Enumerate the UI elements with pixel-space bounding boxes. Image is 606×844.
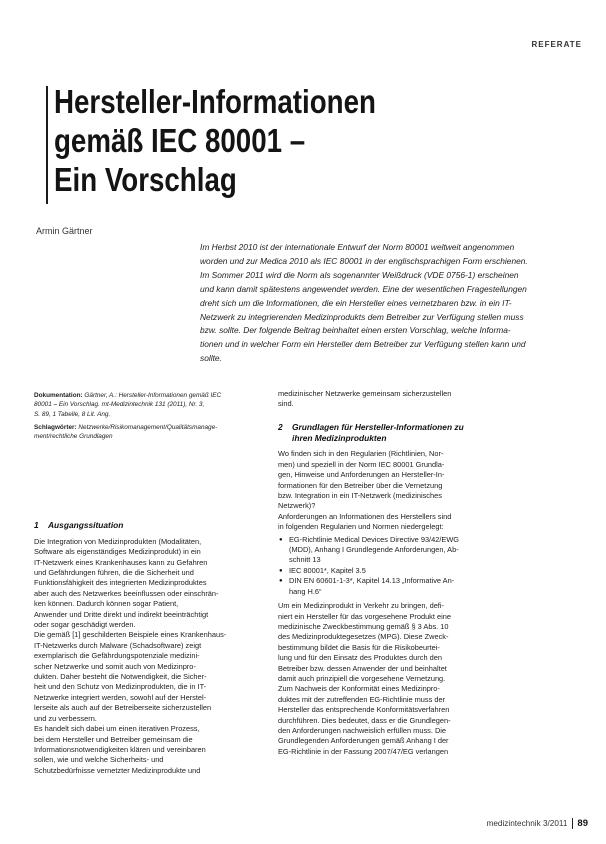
text-line: oder sogar geschädigt werden. (34, 620, 136, 630)
section-number: 2 (278, 421, 283, 432)
text-line: medizinische Zweckbestimmung gemäß § 3 Abs. 10 (278, 621, 449, 631)
list-item (278, 566, 550, 576)
citation-label: Dokumentation: (34, 392, 83, 399)
author-name: Armin Gärtner (36, 226, 93, 236)
citation-text: Gärtner, A.: Hersteller-Informationen gemäß IEC (84, 392, 222, 399)
abstract (200, 241, 572, 366)
text-line: sind. (278, 399, 294, 409)
journal-issue: medizintechnik 3/2011 (486, 819, 568, 828)
citation-text: 80001 – Ein Vorschlag. mt-Medizintechnik 131 (2011), Nr. 3, (34, 401, 205, 409)
text-line: Informationsnotwendigkeiten klären und vereinbaren (34, 744, 206, 754)
text-line: IT-Netzwerks durch Malware (Schadsoftware) zeigt (34, 640, 202, 650)
text-line: ● IEC 80001*, Kapitel 3.5 (289, 565, 366, 575)
keywords-text: ment/rechtliche Grundlagen (34, 433, 113, 441)
list-item (278, 535, 550, 566)
section-title: Ausgangssituation (48, 520, 124, 530)
keywords-line (34, 423, 274, 432)
page-number: 89 (572, 818, 588, 829)
article-metadata (34, 391, 274, 445)
text-line: ● EG-Richtlinie Medical Devices Directive 93/42/EWG (289, 534, 460, 544)
section-title: ihren Medizinprodukten (292, 432, 387, 443)
keywords-line (34, 432, 274, 441)
spacer (278, 410, 550, 422)
text-line: Es handelt sich dabei um einen iterativen Prozess, (34, 724, 200, 734)
section-heading (34, 520, 270, 531)
text-line: Software als eigenständiges Medizinprodukt) in ein (34, 547, 201, 557)
text-line: Schutzbedürfnisse vernetzter Medizinprodukte und (34, 765, 201, 775)
citation (34, 391, 274, 419)
paragraph (278, 601, 550, 757)
text-line: duktes mit der zutreffenden EG-Richtlinie muss der (278, 694, 446, 704)
text-line: Netzwerke integriert werden, sowohl auf der Herstel- (34, 692, 207, 702)
text-line: Hersteller das entsprechende Konformitätsverfahren (278, 705, 450, 715)
section-number: 1 (34, 520, 39, 530)
text-line: damit auch prinzipiell die vorgesehene Vernetzung. (278, 673, 446, 683)
citation-line (34, 391, 274, 400)
list-item (278, 576, 550, 597)
text-line: lerseite als auch auf der Betreiberseite sicherzustellen (34, 703, 212, 713)
citation-line (34, 410, 274, 419)
paragraph (34, 630, 270, 724)
text-line: ● DIN EN 60601-1-3*, Kapitel 14.13 „Informative An- (289, 576, 455, 586)
text-line: IT-Netzwerk eines Krankenhauses kann zu Gefahren (34, 557, 208, 567)
text-line: Anforderungen an Informationen des Herstellers sind (278, 511, 452, 521)
text-line: exemplarisch die Gefährdungspotenziale medizini- (34, 651, 200, 661)
text-line: hang H.6“ (289, 586, 322, 596)
title-line: Ein Vorschlag (54, 161, 237, 198)
keywords (34, 423, 274, 442)
text-line: Grundlegenden Anforderungen gemäß Anhang I der (278, 736, 449, 746)
left-column (34, 520, 270, 776)
text-line: niert ein Hersteller für das vorgesehene Produkt eine (278, 611, 451, 621)
text-line: Betreiber bzw. dessen Anwender der und beinhaltet (278, 663, 447, 673)
text-line: formationen für den Betreiber über die Vernetzung (278, 480, 443, 490)
section-title: Grundlagen für Hersteller-Informationen zu (292, 421, 464, 432)
abstract-line: und kann damit spätestens angewendet werden. Eine der wesentlichen Fragestellungen (200, 283, 527, 294)
section-heading (278, 422, 550, 444)
page-footer (487, 818, 588, 829)
text-line: bestimmung bildet die Basis für die Risikobeurtei- (278, 642, 440, 652)
text-line: Um ein Medizinprodukt in Verkehr zu bringen, defi- (278, 601, 444, 611)
right-column (278, 389, 550, 757)
text-line: heit und den Schutz von Medizinprodukten, die in IT- (34, 682, 207, 692)
text-line: (MDD), Anhang I Grundlegende Anforderungen, Ab- (289, 545, 459, 555)
text-line: schnitt 13 (289, 555, 321, 565)
text-line: Die gemäß [1] geschilderten Beispiele eines Krankenhaus- (34, 630, 227, 640)
text-line: aber auch des Netzwerkes beeinflussen oder einschrän- (34, 588, 219, 598)
title-accent-rule (46, 86, 48, 204)
keywords-text: Netzwerke/Risikomanagement/Qualitätsmanage- (78, 423, 218, 431)
abstract-line: sollte. (200, 353, 222, 364)
abstract-line: tionen und in welcher Form ein Hersteller dem Betreiber zur Verfügung stellen kann und (200, 339, 526, 350)
text-line: Anwender und Dritte direkt und indirekt beeinträchtigt (34, 609, 209, 619)
abstract-line: worden und zur Medica 2010 als IEC 80001 in der englischsprachigen Form erschienen. (200, 255, 528, 266)
text-line: Wo finden sich in den Regularien (Richtlinien, Nor- (278, 449, 444, 459)
paragraph (278, 512, 550, 533)
text-line: und zu verbessern. (34, 713, 97, 723)
regulation-list (278, 535, 550, 597)
text-line: bei dem Hersteller und Betreiber gemeinsam die (34, 734, 193, 744)
text-line: scher Netzwerke und somit auch von Medizinpro- (34, 661, 196, 671)
citation-text: S. 89, 1 Tabelle, 8 Lit. Ang. (34, 410, 111, 418)
paragraph (34, 724, 270, 776)
text-line: gen, Hinweise und Anforderungen an Hersteller-In- (278, 470, 445, 480)
abstract-line: dreht sich um die Informationen, die ein Hersteller eines vernetzbaren bzw. in ein IT- (200, 297, 512, 308)
text-line: und Gefährdungen führen, die die Sicherheit und (34, 568, 194, 578)
paragraph (278, 389, 550, 410)
paragraph (278, 449, 550, 511)
section-tag: REFERATE (531, 40, 582, 49)
text-line: in folgenden Regularien und Normen niedergelegt: (278, 522, 444, 532)
abstract-line: Netzwerk zu integrierenden Medizinprodukts dem Betreiber zur Verfügung stellen muss (200, 311, 524, 322)
keywords-label: Schlagwörter: (34, 423, 77, 431)
text-line: ken können. Dadurch können sogar Patient, (34, 599, 179, 609)
title-line: gemäß IEC 80001 – (54, 122, 306, 159)
text-line: sollen, wie und welche Sicherheits- und (34, 755, 164, 765)
text-line: den Anforderungen nachweislich erfüllen muss. Die (278, 725, 447, 735)
text-line: des Medizinproduktegesetzes (MPG). Diese Zweck- (278, 632, 449, 642)
abstract-line: Im Herbst 2010 ist der internationale Entwurf der Norm 80001 weltweit angenommen (200, 242, 515, 252)
article-title (54, 82, 474, 199)
title-line: Hersteller-Informationen (54, 83, 376, 120)
text-line: Netzwerk)? (278, 501, 316, 511)
text-line: Funktionsfähigkeit des integrierten Medizinproduktes (34, 578, 207, 588)
text-line: Die Integration von Medizinprodukten (Modalitäten, (34, 536, 202, 546)
paragraph (34, 537, 270, 631)
abstract-line: Im Sommer 2011 wird die Norm als sogenannter Weißdruck (VDE 0756-1) erscheinen (200, 269, 519, 280)
text-line: dukten. Daher besteht die Notwendigkeit, die Sicher- (34, 672, 207, 682)
abstract-line: bzw. sollte. Der folgende Beitrag beinhaltet einen ersten Vorschlag, welche Informa- (200, 325, 511, 336)
text-line: men) und speziell in der Norm IEC 80001 Grundla- (278, 459, 445, 469)
text-line: medizinischer Netzwerke gemeinsam sicherzustellen (278, 389, 452, 398)
text-line: bzw. Integration in ein IT-Netzwerk (medizinisches (278, 491, 442, 501)
text-line: lung und für den Einsatz des Produktes durch den (278, 653, 442, 663)
text-line: durchführen. Dies bedeutet, dass er die Grundlegen- (278, 715, 451, 725)
text-line: EG-Richtlinie in der Fassung 2007/47/EG verlangen (278, 746, 449, 756)
citation-line (34, 400, 274, 409)
text-line: Zum Nachweis der Konformität eines Medizinpro- (278, 684, 440, 694)
